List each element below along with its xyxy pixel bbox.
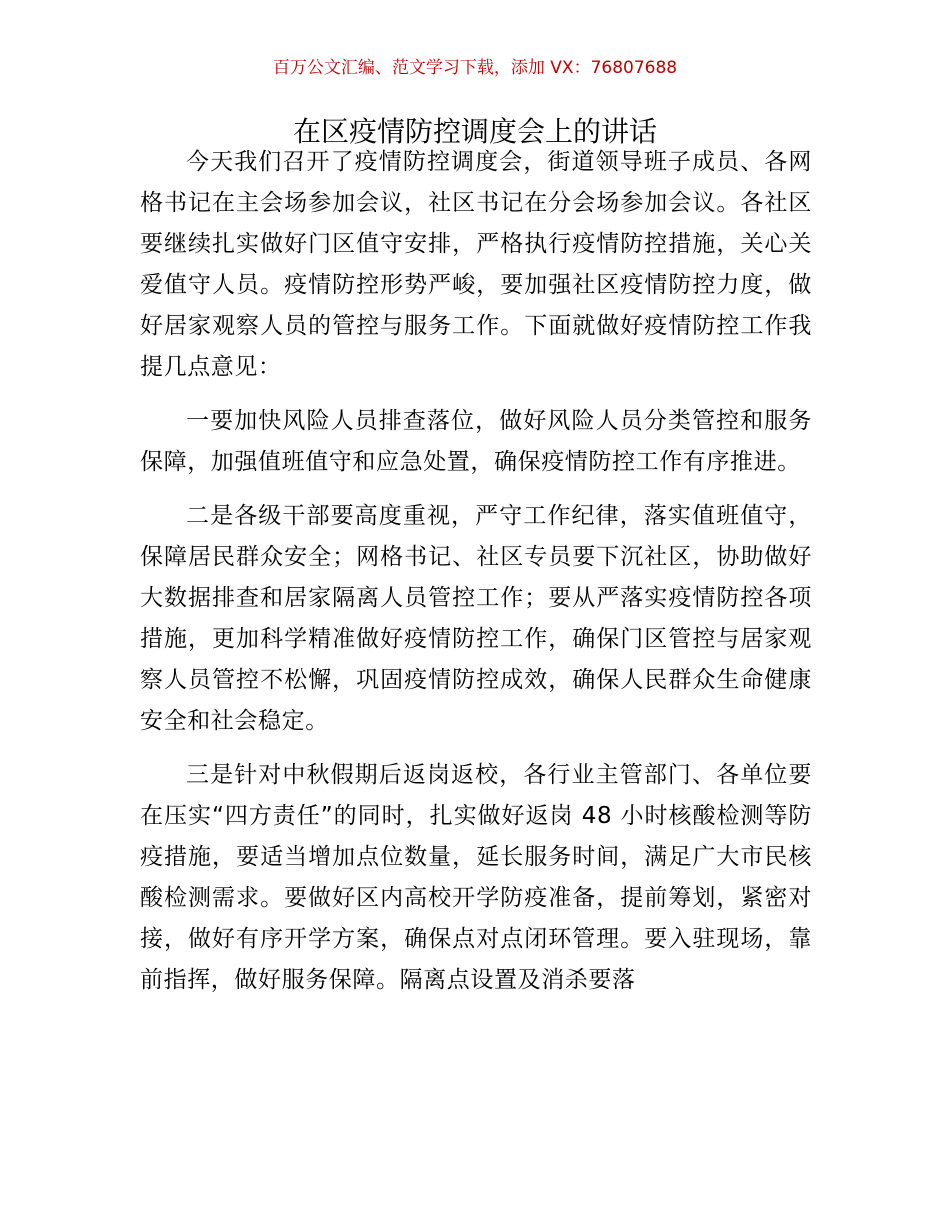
document-title: 在区疫情防控调度会上的讲话: [292, 115, 657, 148]
document-body: [140, 142, 812, 1014]
header-promo-note: 百万公文汇编、范文学习下载，添加 VX：76807688: [272, 58, 678, 78]
paragraph-point-one: 一要加快风险人员排查落位，做好风险人员分类管控和服务保障，加强值班值守和应急处置，确保疫情防控工作有序推进。: [140, 408, 812, 475]
paragraph-point-two: 二是各级干部要高度重视，严守工作纪律，落实值班值守，保障居民群众安全；网格书记、社区专员要下沉社区，协助做好大数据排查和居家隔离人员管控工作；要从严落实疫情防控各项措施，更加科学精准做好疫情防控工作，确保门区管控与居家观察人员管控不松懈，巩固疫情防控成效，确保人民群众生命健康安全和社会稳定。: [140, 503, 812, 734]
paragraph-intro: 今天我们召开了疫情防控调度会，街道领导班子成员、各网格书记在主会场参加会议，社区书记在分会场参加会议。各社区要继续扎实做好门区值守安排，严格执行疫情防控措施，关心关爱值守人员。疫情防控形势严峻，要加强社区疫情防控力度，做好居家观察人员的管控与服务工作。下面就做好疫情防控工作我提几点意见：: [140, 149, 812, 380]
paragraph-point-three: 三是针对中秋假期后返岗返校，各行业主管部门、各单位要在压实“四方责任”的同时，扎实做好返岗 48 小时核酸检测等防疫措施，要适当增加点位数量，延长服务时间，满足广大市民核酸检测需求。要做好区内高校开学防疫准备，提前筹划，紧密对接，做好有序开学方案，确保点对点闭环管理。要入驻现场，靠前指挥，做好服务保障。隔离点设置及消杀要落: [140, 762, 812, 993]
